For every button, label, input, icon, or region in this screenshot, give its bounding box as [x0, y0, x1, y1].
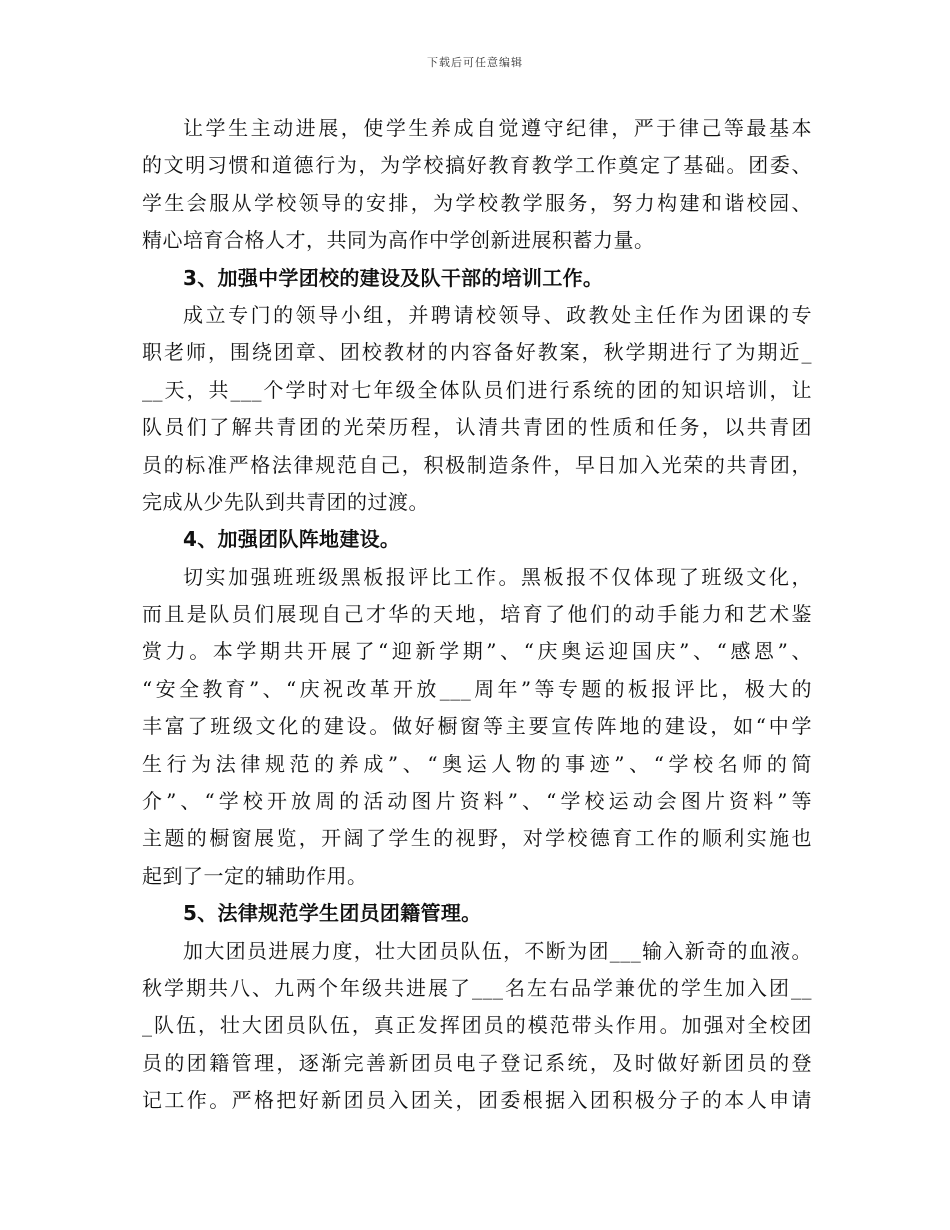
text-line: 起到了一定的辅助作用。	[142, 863, 368, 888]
text-line: 加大团员进展力度，壮大团员队伍，不断为团___输入新奇的血液。	[183, 938, 812, 963]
text-line: 的文明习惯和道德行为，为学校搞好教育教学工作奠定了基础。团委、	[142, 153, 812, 178]
text-line: 记工作。严格把好新团员入团关，团委根据入团积极分子的本人申请	[142, 1088, 812, 1113]
section-heading: 5、法律规范学生团员团籍管理。	[183, 901, 482, 926]
document-body	[142, 110, 812, 1120]
text-line: __天，共___个学时对七年级全体队员们进行系统的团的知识培训，让	[142, 377, 812, 402]
section-heading: 3、加强中学团校的建设及队干部的培训工作。	[183, 265, 604, 290]
section-heading: 4、加强团队阵地建设。	[183, 527, 401, 552]
text-line: 而且是队员们展现自己才华的天地，培育了他们的动手能力和艺术鉴	[142, 602, 812, 627]
text-line: 员的标准严格法律规范自己，积极制造条件，早日加入光荣的共青团，	[142, 452, 812, 477]
text-line: 让学生主动进展，使学生养成自觉遵守纪律，严于律己等最基本	[183, 116, 812, 140]
text-line: 成立专门的领导小组，并聘请校领导、政教处主任作为团课的专	[183, 302, 812, 327]
text-line: “安全教育”、“庆祝改革开放___周年”等专题的板报评比，极大的	[142, 676, 812, 701]
text-line: 生行为法律规范的养成”、“奥运人物的事迹”、“学校名师的简	[142, 751, 812, 776]
text-line: 秋学期共八、九两个年级共进展了___名左右品学兼优的学生加入团__	[142, 975, 812, 1000]
text-line: 完成从少先队到共青团的过渡。	[142, 489, 429, 514]
text-line: 介”、“学校开放周的活动图片资料”、“学校运动会图片资料”等	[142, 789, 812, 814]
text-line: 队员们了解共青团的光荣历程，认清共青团的性质和任务，以共青团	[142, 415, 812, 440]
text-line: 主题的橱窗展览，开阔了学生的视野，对学校德育工作的顺利实施也	[142, 826, 812, 851]
text-line: _队伍，壮大团员队伍，真正发挥团员的模范带头作用。加强对全校团	[142, 1013, 812, 1038]
text-line: 丰富了班级文化的建设。做好橱窗等主要宣传阵地的建设，如“中学	[142, 714, 812, 739]
text-line: 精心培育合格人才，共同为高作中学创新进展积蓄力量。	[142, 228, 655, 253]
text-line: 学生会服从学校领导的安排，为学校教学服务，努力构建和谐校园、	[142, 190, 812, 215]
text-line: 赏力。本学期共开展了“迎新学期”、“庆奥运迎国庆”、“感恩”、	[142, 639, 812, 664]
page-header: 下载后可任意编辑	[427, 56, 523, 69]
text-line: 职老师，围绕团章、团校教材的内容备好教案，秋学期进行了为期近_	[142, 340, 812, 365]
text-line: 切实加强班班级黑板报评比工作。黑板报不仅体现了班级文化，	[183, 564, 812, 589]
text-line: 员的团籍管理，逐渐完善新团员电子登记系统，及时做好新团员的登	[142, 1050, 812, 1075]
